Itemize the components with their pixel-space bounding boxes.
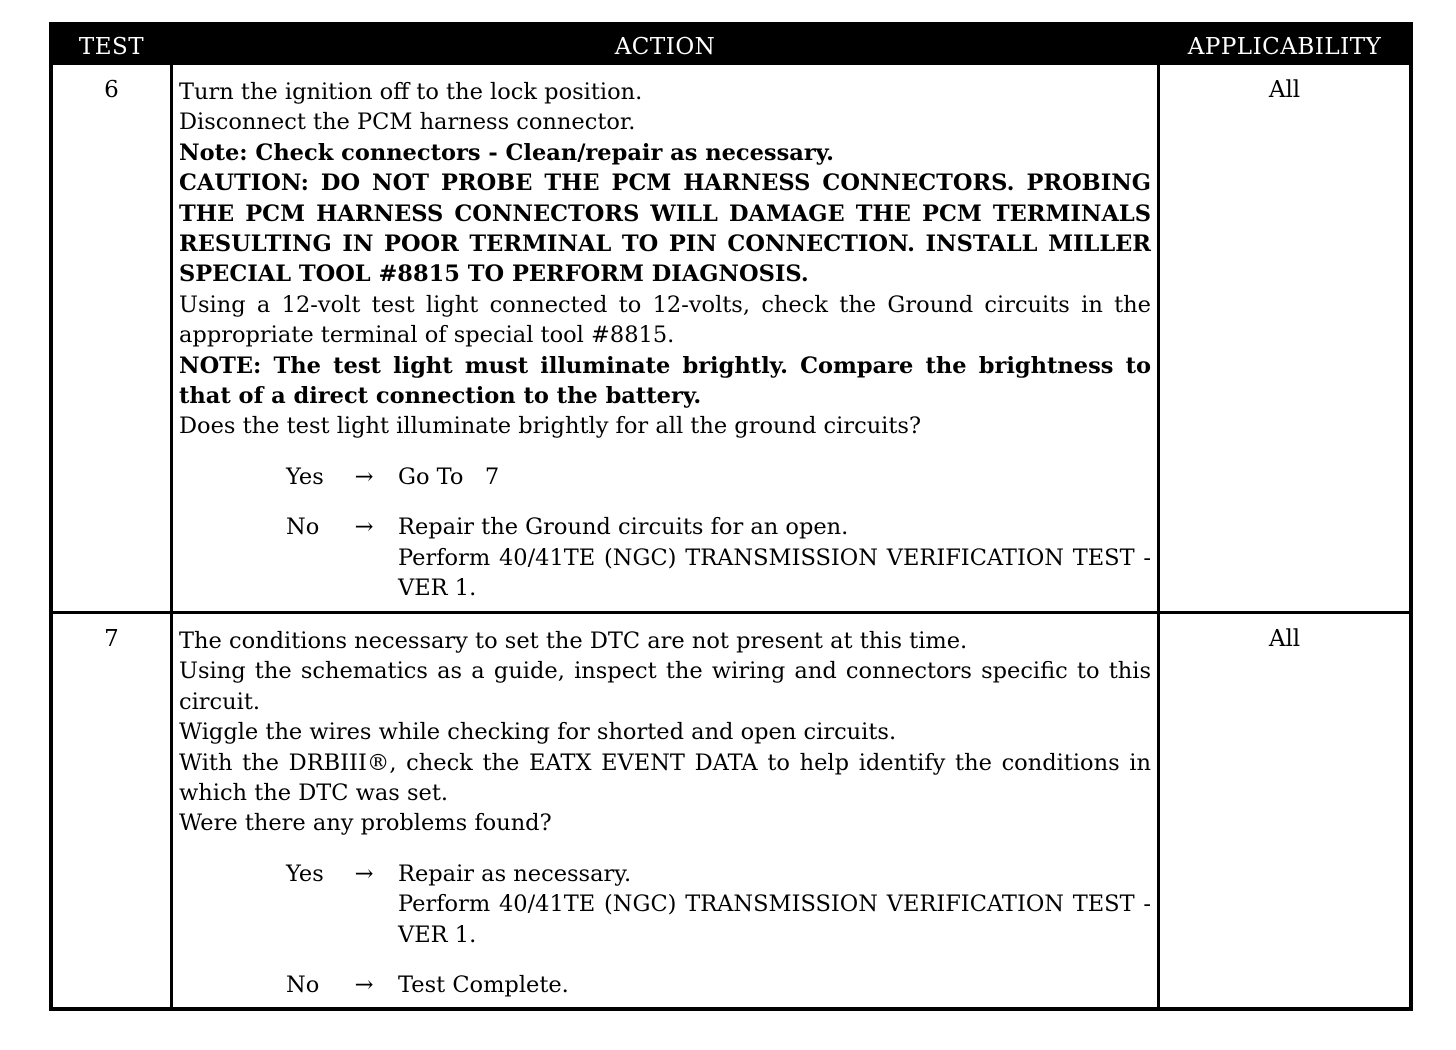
yes-result: Repair as necessary. bbox=[398, 860, 632, 887]
yes-result-verification: Perform 40/41TE (NGC) TRANSMISSION VERIFICATION TEST - VER 1. bbox=[398, 891, 1151, 948]
arrow-right-icon: → bbox=[354, 514, 374, 541]
action-line: Using a 12-volt test light connected to 12-volts, check the Ground circuits in the appropriate terminal of special tool #8815. bbox=[179, 291, 1151, 349]
row-divider bbox=[53, 611, 1409, 614]
header-test: TEST bbox=[78, 34, 145, 60]
applicability-value: All bbox=[1268, 77, 1301, 103]
no-label: No bbox=[286, 514, 320, 541]
answer-yes bbox=[286, 859, 1151, 950]
action-line: With the DRBIII®, check the EATX EVENT DATA to help identify the conditions in which the DTC was set. bbox=[179, 749, 1151, 807]
arrow-right-icon: → bbox=[354, 972, 374, 999]
no-label: No bbox=[286, 972, 320, 999]
arrow-right-icon: → bbox=[354, 463, 374, 490]
action-line: Using the schematics as a guide, inspect the wiring and connectors specific to this circuit. bbox=[179, 658, 1151, 715]
no-result: Repair the Ground circuits for an open. bbox=[398, 514, 849, 541]
column-divider bbox=[170, 65, 173, 1011]
note-line: Note: Check connectors - Clean/repair as necessary. bbox=[179, 139, 834, 166]
applicability-value: All bbox=[1268, 626, 1301, 652]
question-line: Does the test light illuminate brightly for all the ground circuits? bbox=[179, 413, 922, 440]
table-header bbox=[53, 26, 1409, 65]
action-line: Disconnect the PCM harness connector. bbox=[179, 109, 636, 136]
answer-no bbox=[286, 970, 1151, 1000]
yes-label: Yes bbox=[286, 860, 324, 887]
action-line: The conditions necessary to set the DTC are not present at this time. bbox=[179, 628, 968, 654]
action-cell bbox=[179, 626, 1151, 1000]
action-line: Wiggle the wires while checking for shorted and open circuits. bbox=[179, 719, 897, 746]
column-divider bbox=[1157, 65, 1160, 1011]
caution-line: CAUTION: DO NOT PROBE THE PCM HARNESS CONNECTORS. PROBING THE PCM HARNESS CONNECTORS WILL DAMAGE THE PCM TERMINALS RESULTING IN POOR TERMINAL TO PIN CONNECTION. INSTALL MILLER SPECIAL TOOL #8815 TO PERFORM DIAGNOSIS. bbox=[179, 170, 1151, 288]
test-number: 7 bbox=[104, 626, 119, 652]
diagnostic-table bbox=[49, 22, 1413, 1011]
test-number: 6 bbox=[104, 77, 119, 103]
no-result-verification: Perform 40/41TE (NGC) TRANSMISSION VERIFICATION TEST - VER 1. bbox=[398, 544, 1151, 602]
yes-label: Yes bbox=[286, 463, 324, 490]
note-line: NOTE: The test light must illuminate brightly. Compare the brightness to that of a direct connection to the battery. bbox=[179, 352, 1151, 410]
action-line: Turn the ignition off to the lock position. bbox=[179, 79, 643, 105]
answer-no bbox=[286, 512, 1151, 603]
action-cell bbox=[179, 77, 1151, 604]
question-line: Were there any problems found? bbox=[179, 810, 552, 837]
arrow-right-icon: → bbox=[354, 860, 374, 887]
no-result: Test Complete. bbox=[398, 972, 569, 999]
header-applicability: APPLICABILITY bbox=[1187, 34, 1382, 60]
header-action: ACTION bbox=[614, 34, 716, 60]
answer-yes bbox=[286, 462, 1151, 492]
yes-result: Go To 7 bbox=[398, 463, 500, 490]
